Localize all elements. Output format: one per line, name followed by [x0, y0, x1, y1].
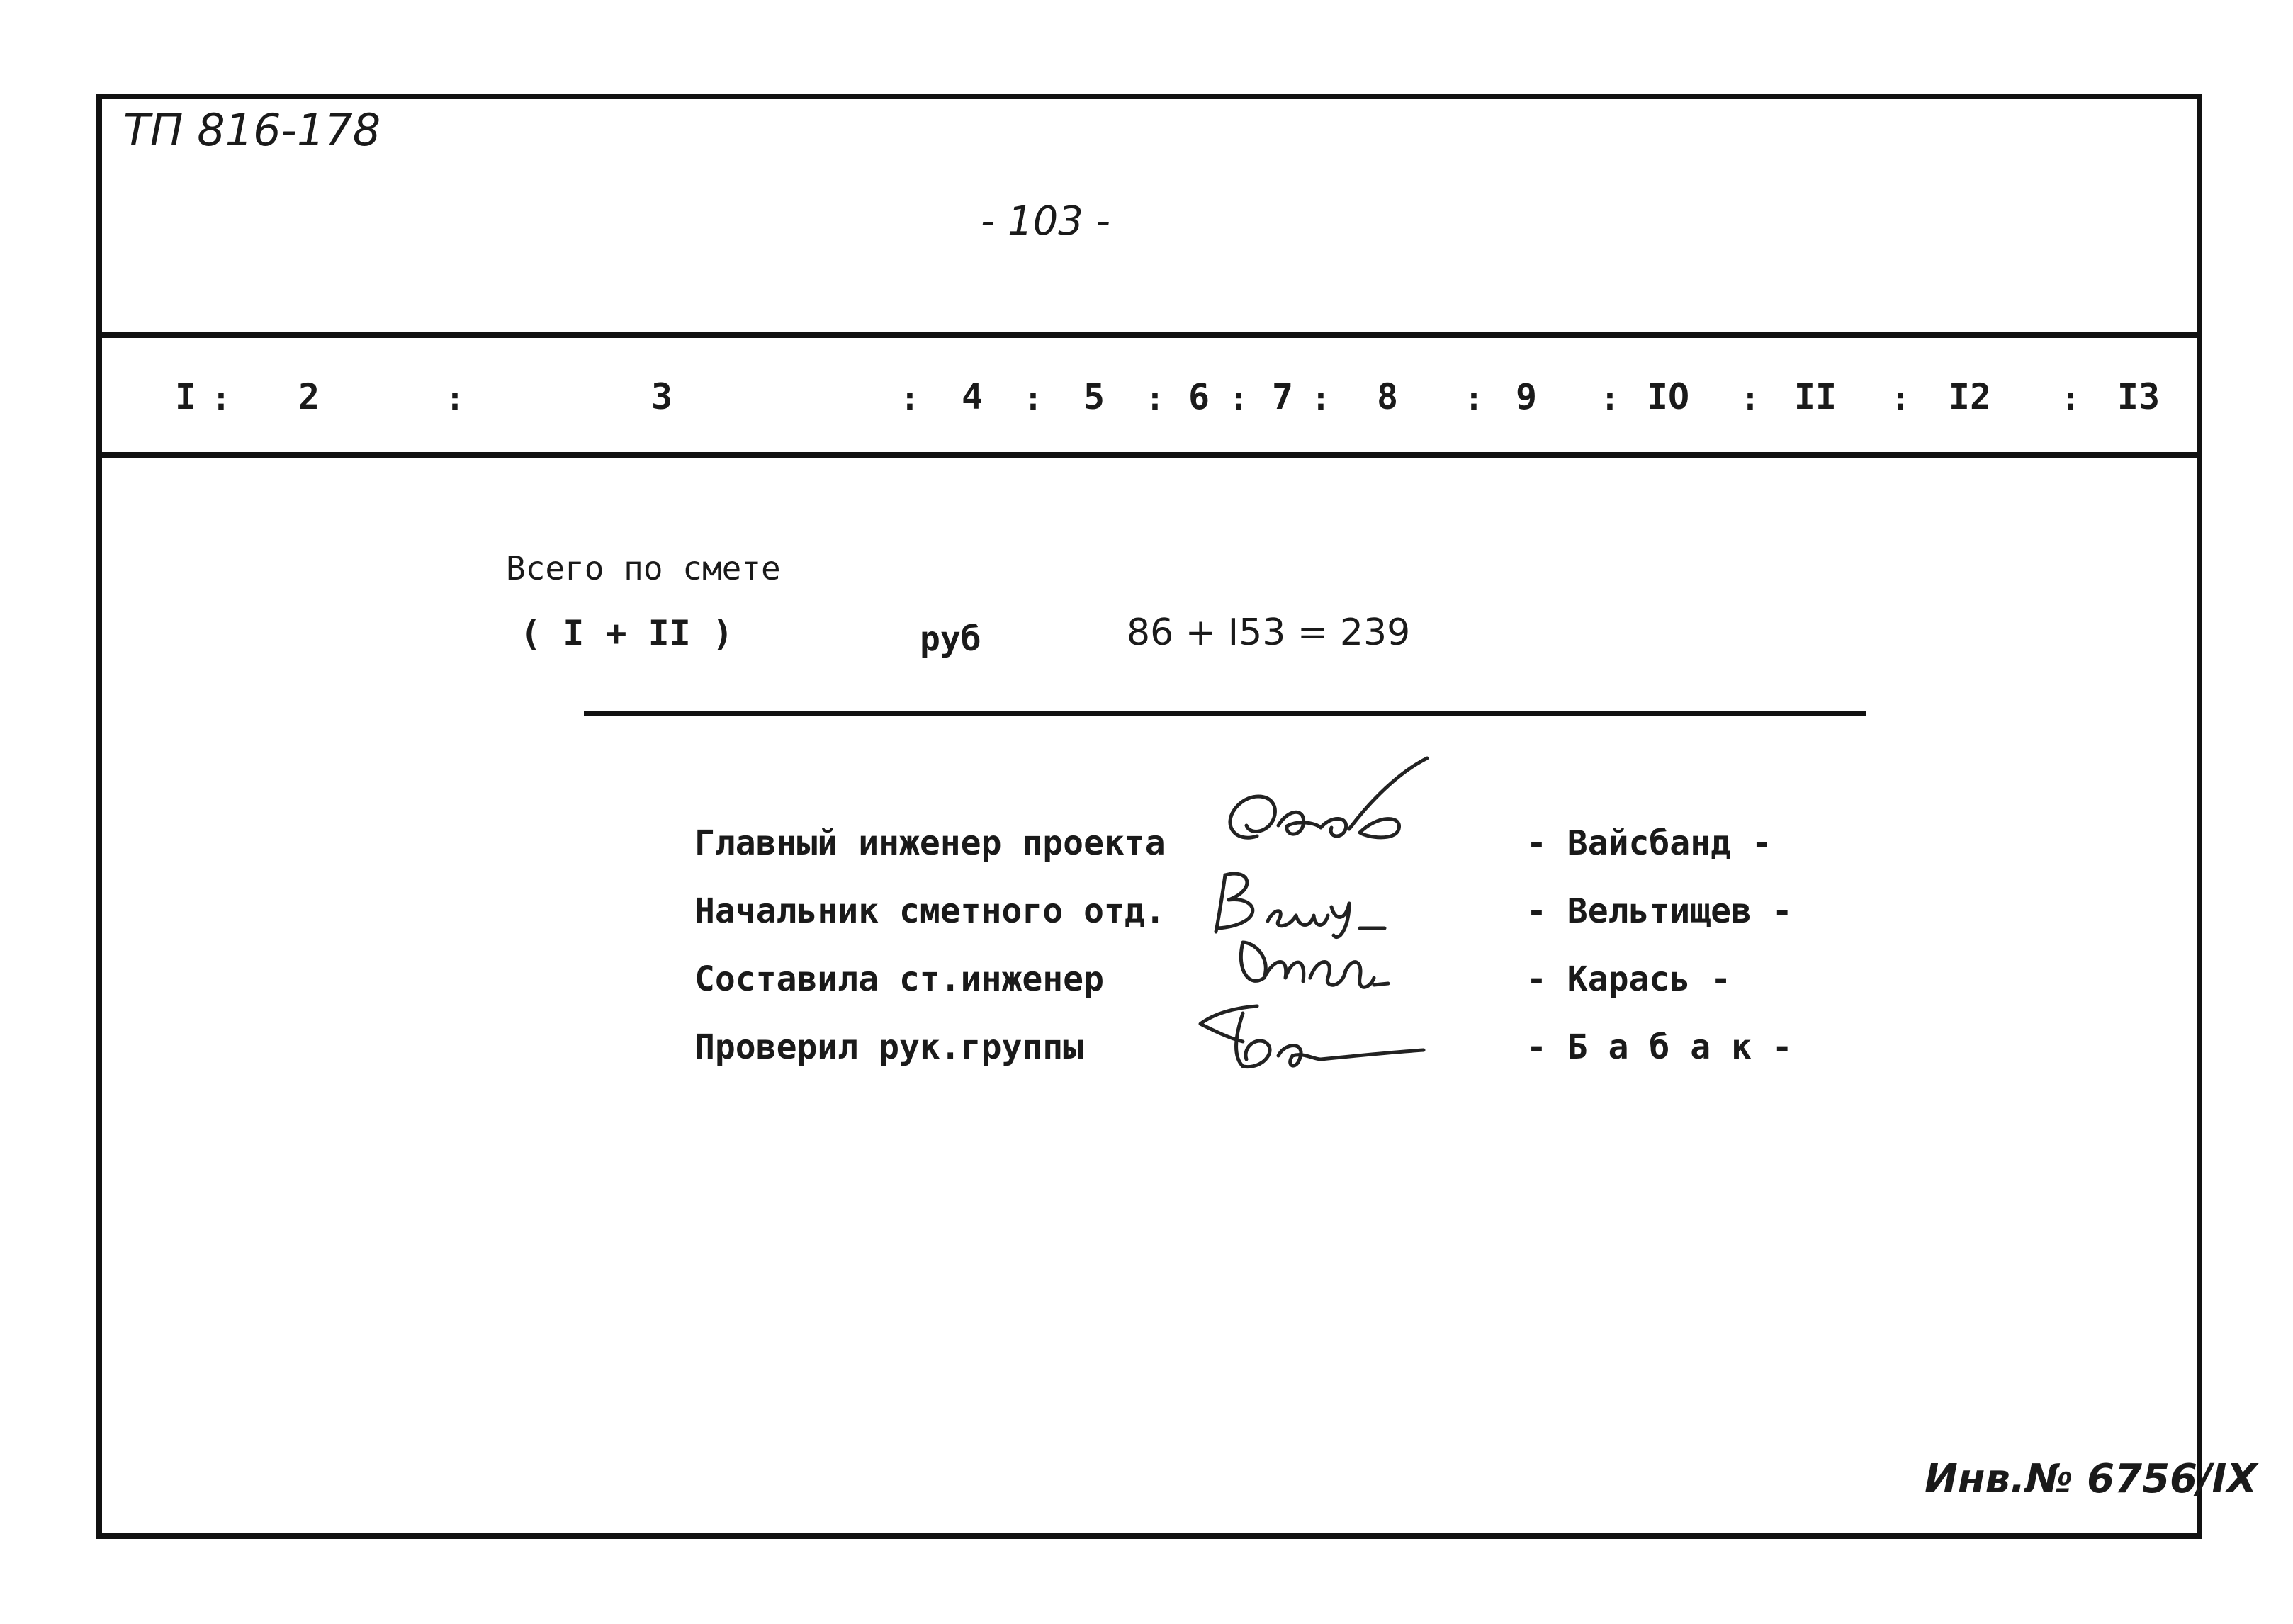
- column-separator: :: [1600, 379, 1620, 417]
- column-separator: :: [445, 379, 465, 417]
- summary-rule: [584, 711, 1866, 716]
- column-separator: :: [1464, 379, 1484, 417]
- column-separator: :: [1145, 379, 1165, 417]
- column-separator: :: [900, 379, 920, 417]
- summary-parts: ( I + II ): [520, 613, 734, 654]
- summary-calculation: 86 + I53 = 239: [1127, 611, 1411, 654]
- column-separator: :: [211, 379, 231, 417]
- summary-unit: руб: [920, 619, 981, 659]
- column-number: 9: [1515, 376, 1538, 417]
- column-separator: :: [1311, 379, 1331, 417]
- column-number: 8: [1376, 376, 1399, 417]
- signature-name-chief-engineer: - Вайсбанд -: [1526, 823, 1772, 863]
- page-number: - 103 -: [981, 198, 1110, 244]
- column-number: I2: [1948, 376, 1992, 417]
- column-number: I3: [2117, 376, 2160, 417]
- document-code: ТП 816-178: [123, 104, 381, 156]
- signature-vaysband: [1207, 758, 1441, 857]
- column-number: 7: [1271, 376, 1294, 417]
- column-separator: :: [1740, 379, 1760, 417]
- signature-name-senior-engineer: - Карась -: [1526, 959, 1731, 999]
- column-separator: :: [1229, 379, 1249, 417]
- signature-role-group-head: Проверил рук.группы: [694, 1027, 1084, 1067]
- signature-name-group-head: - Б а б а к -: [1526, 1027, 1793, 1067]
- signature-role-senior-engineer: Составила ст.инженер: [694, 959, 1104, 999]
- header-divider: [102, 332, 2197, 338]
- column-number: 3: [650, 376, 673, 417]
- columns-divider: [102, 452, 2197, 458]
- column-number: IO: [1646, 376, 1690, 417]
- inventory-number: Инв.№ 6756/IX: [1925, 1456, 2258, 1502]
- column-separator: :: [1023, 379, 1043, 417]
- signature-role-estimate-head: Начальник сметного отд.: [694, 891, 1166, 931]
- signature-name-estimate-head: - Вельтищев -: [1526, 891, 1793, 931]
- document-sheet: [96, 94, 2258, 1539]
- column-number: 5: [1083, 376, 1105, 417]
- summary-title: Всего по смете: [506, 549, 781, 587]
- column-separator: :: [2061, 379, 2080, 417]
- column-number: II: [1793, 376, 1837, 417]
- column-number: 4: [961, 376, 984, 417]
- signature-karas: [1222, 928, 1392, 1006]
- signature-role-chief-engineer: Главный инженер проекта: [694, 823, 1166, 863]
- column-number: 2: [298, 376, 320, 417]
- column-separator: :: [1891, 379, 1910, 417]
- signature-babak: [1186, 999, 1427, 1077]
- column-number: I: [174, 376, 197, 417]
- column-number: 6: [1188, 376, 1210, 417]
